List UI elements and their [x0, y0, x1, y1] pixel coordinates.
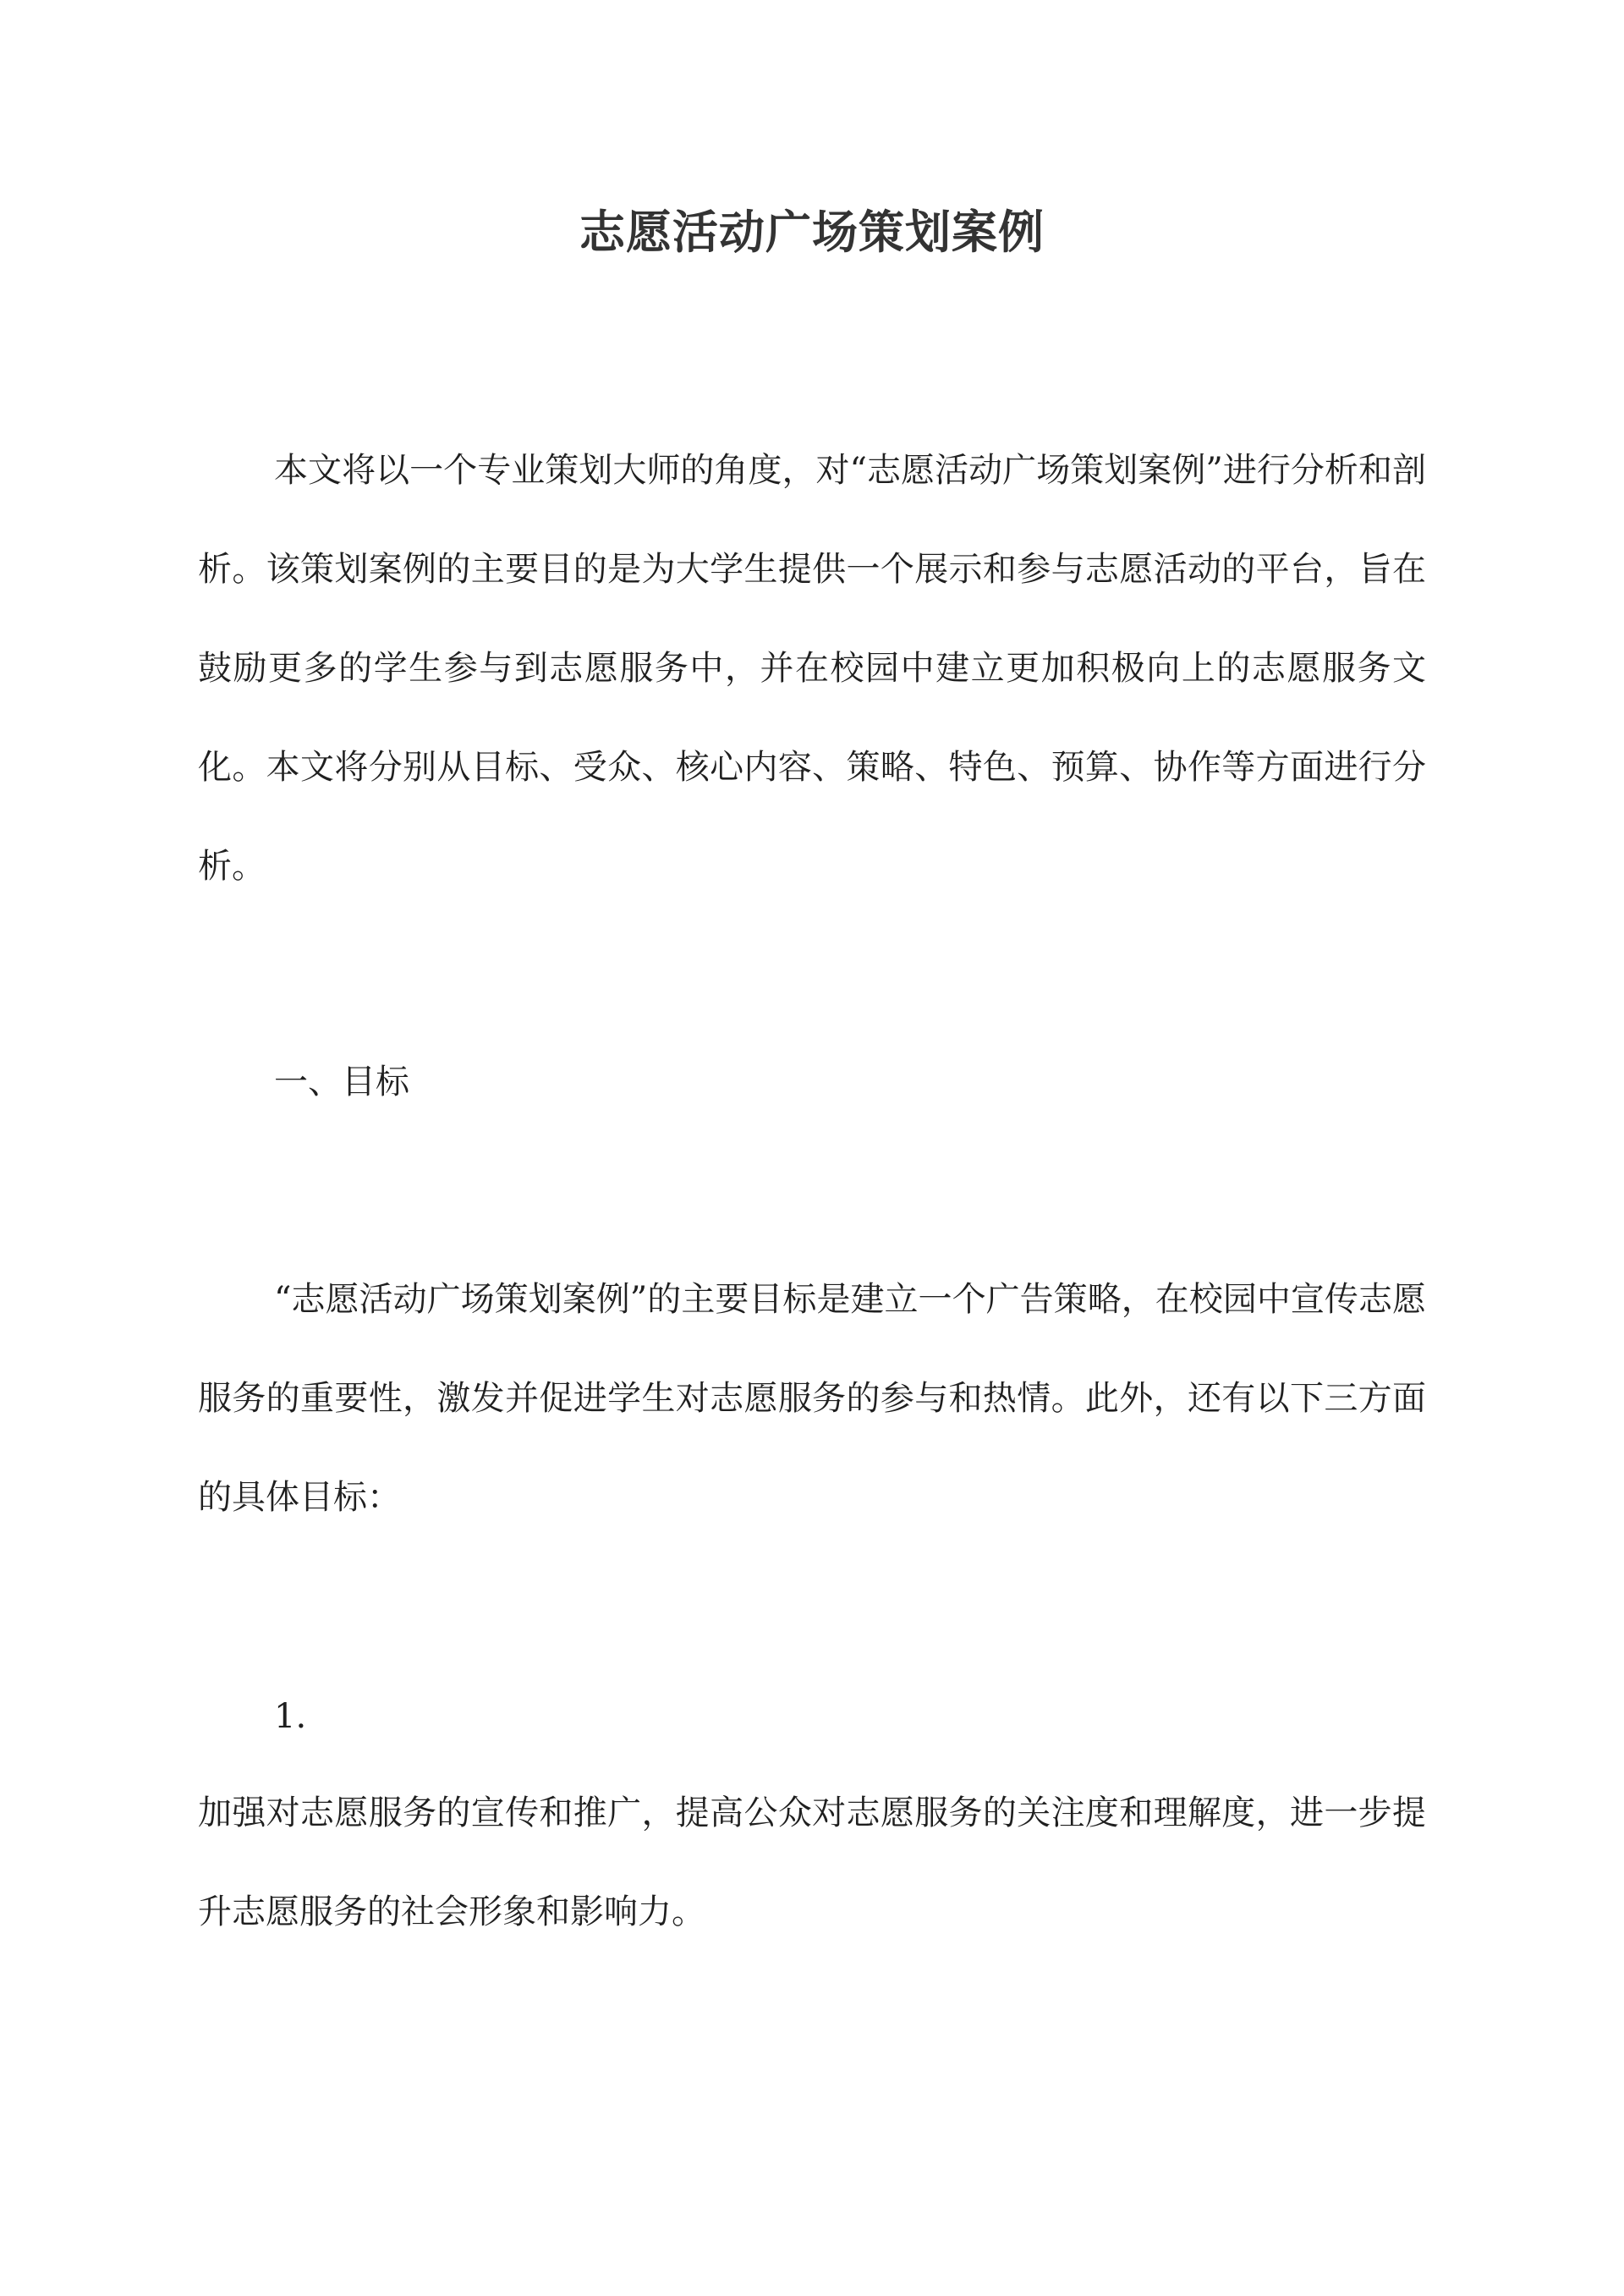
intro-paragraph: 本文将以一个专业策划大师的角度，对“志愿活动广场策划案例”进行分析和剖析。该策划案例的主要目的是为大学生提供一个展示和参与志愿活动的平台，旨在鼓励更多的学生参与到志愿服务中，并在校园中建立更加积极向上的志愿服务文化。本文将分别从目标、受众、核心内容、策略、特色、预算、协作等方面进行分析。 — [198, 451, 1426, 886]
goals-paragraph: “志愿活动广场策划案例”的主要目标是建立一个广告策略，在校园中宣传志愿服务的重要性，激发并促进学生对志愿服务的参与和热情。此外，还有以下三方面的具体目标： — [198, 1280, 1426, 1517]
document-title: 志愿活动广场策划案例 — [579, 205, 1045, 259]
list-item-number: 1. — [274, 1697, 307, 1736]
section-heading-goals: 一、目标 — [274, 1063, 409, 1101]
list-item-text: 加强对志愿服务的宣传和推广，提高公众对志愿服务的关注度和理解度，进一步提升志愿服务的社会形象和影响力。 — [198, 1793, 1426, 1931]
